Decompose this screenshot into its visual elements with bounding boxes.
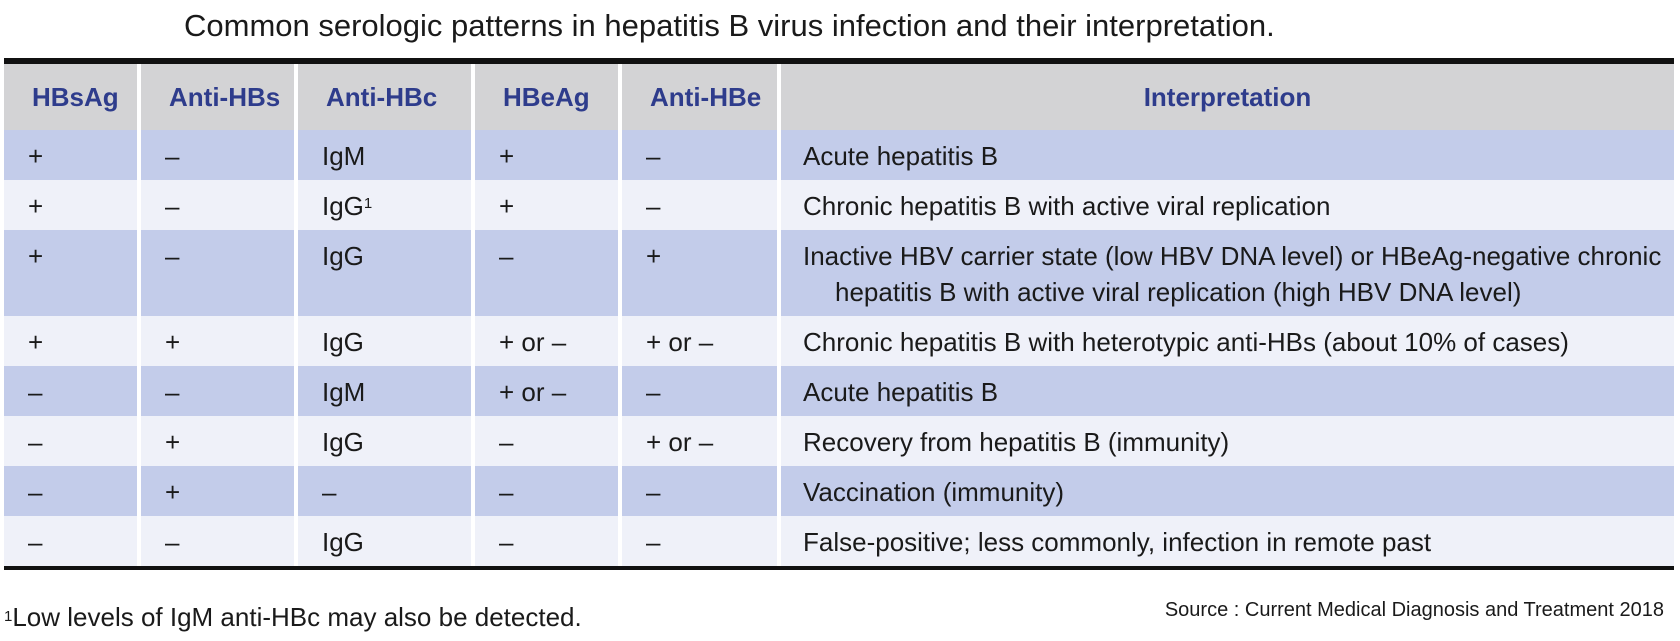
- cell-value: –: [499, 241, 514, 271]
- hbeag-cell: [473, 366, 620, 416]
- page-title: Common serologic patterns in hepatitis B virus infection and their interpretation.: [184, 8, 1275, 43]
- cell-value: –: [165, 141, 180, 171]
- header-label: HBsAg: [32, 81, 119, 112]
- interpretation-cell: [779, 130, 1674, 180]
- anti-hbe-cell: [620, 130, 779, 180]
- anti-hbe-cell: [620, 316, 779, 366]
- anti-hbc-cell: [296, 316, 473, 366]
- cell-value: –: [165, 191, 180, 221]
- anti-hbs-cell: [139, 180, 296, 230]
- header-label: Interpretation: [1143, 81, 1312, 112]
- cell-value: +: [165, 327, 181, 357]
- table-row: [4, 316, 1674, 366]
- interpretation-text: [781, 424, 1674, 460]
- anti-hbc-cell: [296, 466, 473, 516]
- cell-value: + or –: [646, 327, 714, 357]
- hbeag-cell: [473, 230, 620, 316]
- cell-value: –: [646, 477, 661, 507]
- anti-hbe-cell: [620, 516, 779, 566]
- table-body: [4, 130, 1674, 566]
- column-header-interpretation: [779, 64, 1674, 130]
- hbsag-cell: [4, 316, 139, 366]
- table-row: [4, 130, 1674, 180]
- hbsag-cell: [4, 230, 139, 316]
- cell-value: –: [28, 527, 43, 557]
- hbeag-cell: [473, 416, 620, 466]
- interpretation-line: Chronic hepatitis B with active viral replication: [803, 191, 1331, 221]
- interpretation-line: hepatitis B with active viral replication (high HBV DNA level): [835, 277, 1522, 307]
- header-label: Anti-HBs: [169, 81, 281, 112]
- interpretation-line: Inactive HBV carrier state (low HBV DNA level) or HBeAg-negative chronic: [803, 241, 1662, 271]
- cell-value: –: [646, 191, 661, 221]
- header-row: [4, 64, 1674, 130]
- interpretation-line: Acute hepatitis B: [803, 141, 999, 171]
- cell-value: IgG: [322, 241, 364, 271]
- cell-value: +: [28, 241, 44, 271]
- table-row: [4, 366, 1674, 416]
- anti-hbs-cell: [139, 366, 296, 416]
- interpretation-cell: [779, 416, 1674, 466]
- cell-value: –: [499, 527, 514, 557]
- anti-hbc-cell: [296, 416, 473, 466]
- anti-hbc-cell: [296, 366, 473, 416]
- hbsag-cell: [4, 366, 139, 416]
- cell-value: –: [28, 477, 43, 507]
- interpretation-cell: [779, 180, 1674, 230]
- column-header-anti-hbc: [296, 64, 473, 130]
- anti-hbe-cell: [620, 366, 779, 416]
- table-header: [4, 64, 1674, 130]
- serology-table: [4, 64, 1674, 566]
- anti-hbs-cell: [139, 516, 296, 566]
- interpretation-line: False-positive; less commonly, infection in remote past: [803, 527, 1432, 557]
- hbeag-cell: [473, 180, 620, 230]
- interpretation-cell: [779, 230, 1674, 316]
- interpretation-text: [781, 474, 1674, 510]
- table-row: [4, 466, 1674, 516]
- cell-value: + or –: [499, 327, 567, 357]
- interpretation-text: [781, 238, 1674, 310]
- interpretation-cell: [779, 366, 1674, 416]
- table-row: [4, 230, 1674, 316]
- header-label: HBeAg: [503, 81, 590, 112]
- cell-value: IgG: [322, 191, 364, 221]
- column-header-hbeag: [473, 64, 620, 130]
- cell-value: +: [499, 141, 515, 171]
- header-label: Anti-HBe: [650, 81, 762, 112]
- interpretation-line: Acute hepatitis B: [803, 377, 999, 407]
- anti-hbe-cell: [620, 230, 779, 316]
- cell-value: –: [646, 377, 661, 407]
- interpretation-text: [781, 138, 1674, 174]
- cell-value: +: [28, 327, 44, 357]
- cell-value: +: [28, 141, 44, 171]
- anti-hbs-cell: [139, 230, 296, 316]
- anti-hbe-cell: [620, 180, 779, 230]
- header-label: Anti-HBc: [326, 81, 438, 112]
- footnote-reference: 1: [363, 195, 373, 212]
- cell-value: –: [322, 477, 337, 507]
- footnote-text: Low levels of IgM anti-HBc may also be detected.: [12, 602, 582, 632]
- anti-hbs-cell: [139, 130, 296, 180]
- cell-value: –: [165, 527, 180, 557]
- hbsag-cell: [4, 416, 139, 466]
- interpretation-line: Vaccination (immunity): [803, 477, 1065, 507]
- hbeag-cell: [473, 466, 620, 516]
- table-row: [4, 516, 1674, 566]
- cell-value: +: [28, 191, 44, 221]
- table-row: [4, 180, 1674, 230]
- anti-hbc-cell: [296, 230, 473, 316]
- column-header-anti-hbe: [620, 64, 779, 130]
- interpretation-line: Recovery from hepatitis B (immunity): [803, 427, 1230, 457]
- cell-value: +: [499, 191, 515, 221]
- table-row: [4, 416, 1674, 466]
- cell-value: IgG: [322, 427, 364, 457]
- interpretation-text: [781, 188, 1674, 224]
- hbeag-cell: [473, 316, 620, 366]
- cell-value: –: [646, 141, 661, 171]
- cell-value: IgG: [322, 327, 364, 357]
- cell-value: +: [165, 427, 181, 457]
- cell-value: –: [646, 527, 661, 557]
- interpretation-text: [781, 524, 1674, 560]
- cell-value: –: [165, 377, 180, 407]
- column-header-anti-hbs: [139, 64, 296, 130]
- interpretation-cell: [779, 466, 1674, 516]
- interpretation-cell: [779, 516, 1674, 566]
- cell-value: –: [28, 427, 43, 457]
- source-citation: Source : Current Medical Diagnosis and Treatment 2018: [1164, 599, 1664, 621]
- interpretation-cell: [779, 316, 1674, 366]
- cell-value: + or –: [646, 427, 714, 457]
- anti-hbs-cell: [139, 416, 296, 466]
- cell-value: –: [499, 477, 514, 507]
- hbeag-cell: [473, 516, 620, 566]
- serology-table-container: [4, 58, 1674, 570]
- anti-hbs-cell: [139, 466, 296, 516]
- footnote: [4, 600, 582, 634]
- anti-hbc-cell: [296, 130, 473, 180]
- anti-hbc-cell: [296, 180, 473, 230]
- hbsag-cell: [4, 180, 139, 230]
- cell-value: –: [499, 427, 514, 457]
- cell-value: –: [165, 241, 180, 271]
- cell-value: IgG: [322, 527, 364, 557]
- anti-hbc-cell: [296, 516, 473, 566]
- hbsag-cell: [4, 466, 139, 516]
- interpretation-text: [781, 374, 1674, 410]
- cell-value: +: [646, 241, 662, 271]
- cell-value: IgM: [322, 377, 366, 407]
- interpretation-text: [781, 324, 1674, 360]
- cell-value: –: [28, 377, 43, 407]
- cell-value: +: [165, 477, 181, 507]
- hbeag-cell: [473, 130, 620, 180]
- anti-hbe-cell: [620, 416, 779, 466]
- footnote-marker: 1: [4, 608, 13, 625]
- anti-hbe-cell: [620, 466, 779, 516]
- cell-value: + or –: [499, 377, 567, 407]
- hbsag-cell: [4, 516, 139, 566]
- column-header-hbsag: [4, 64, 139, 130]
- anti-hbs-cell: [139, 316, 296, 366]
- cell-value: IgM: [322, 141, 366, 171]
- interpretation-line: Chronic hepatitis B with heterotypic anti-HBs (about 10% of cases): [803, 327, 1569, 357]
- hbsag-cell: [4, 130, 139, 180]
